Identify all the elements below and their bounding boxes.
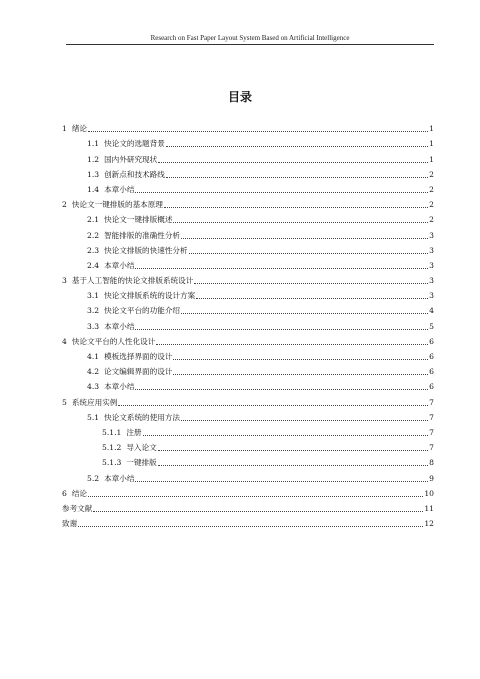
toc-entry-number: 5.2: [87, 473, 100, 483]
toc-entry-page-number: 2: [429, 169, 434, 179]
toc-leader-dots: [135, 329, 428, 330]
toc-entry[interactable]: [62, 210, 434, 225]
toc-entry-number: 5.1.1: [102, 427, 122, 437]
toc-leader-dots: [196, 298, 428, 299]
toc-entry[interactable]: [62, 332, 434, 347]
toc-entry-label: 快论文的选题背景: [104, 139, 165, 149]
toc-entry-number: 2.3: [87, 245, 100, 255]
toc-entry-number: 6: [62, 488, 67, 498]
toc-entry-label: 本章小结: [104, 184, 135, 194]
toc-entry[interactable]: [62, 286, 434, 301]
toc-leader-dots: [158, 465, 428, 466]
toc-entry[interactable]: [62, 241, 434, 256]
toc-entry-label: 快论文平台的功能介绍: [104, 306, 181, 316]
toc-leader-dots: [181, 420, 428, 421]
toc-entry-page-number: 3: [429, 276, 434, 286]
toc-entry-number: 2.2: [87, 230, 100, 240]
toc-entry-page-number: 6: [429, 367, 434, 377]
toc-entry-page-number: 1: [429, 124, 434, 134]
running-header: Research on Fast Paper Layout System Based on Artificial Intelligence: [150, 34, 350, 42]
toc-entry-number: 2: [62, 200, 67, 210]
toc-leader-dots: [173, 374, 428, 375]
toc-leader-dots: [189, 253, 429, 254]
toc-leader-dots: [143, 435, 429, 436]
toc-entry-number: 4.1: [87, 352, 100, 361]
toc-leader-dots: [135, 268, 428, 269]
toc-entry-label: 快论文排版系统的设计方案: [104, 291, 196, 301]
toc-entry[interactable]: [62, 423, 434, 438]
toc-entry-label: 快论文系统的使用方法: [104, 412, 181, 422]
toc-entry[interactable]: [62, 271, 434, 286]
toc-entry[interactable]: [62, 347, 434, 362]
toc-entry[interactable]: [62, 514, 434, 529]
toc-leader-dots: [181, 238, 428, 239]
toc-entry-number: 1.4: [87, 184, 100, 194]
toc-entry-number: 3.2: [87, 306, 100, 316]
toc-entry-number: 2.1: [87, 215, 100, 225]
toc-leader-dots: [78, 526, 423, 527]
toc-entry-number: 1.3: [87, 169, 100, 179]
toc-leader-dots: [158, 450, 428, 451]
toc-entry-label: 注册: [126, 427, 142, 437]
toc-entry-label: 绪论: [71, 124, 88, 134]
toc-entry[interactable]: [62, 301, 434, 316]
toc-entry[interactable]: [62, 377, 434, 392]
toc-leader-dots: [88, 496, 423, 497]
toc-leader-dots: [158, 162, 428, 163]
toc-entry-number: 3.3: [87, 321, 100, 331]
toc-entry[interactable]: [62, 119, 434, 134]
toc-entry-label: 本章小结: [104, 321, 135, 331]
toc-entry[interactable]: [62, 225, 434, 240]
toc-entry[interactable]: [62, 149, 434, 164]
toc-leader-dots: [156, 344, 428, 345]
toc-entry-number: 4.2: [87, 367, 100, 377]
toc-leader-dots: [135, 192, 428, 193]
toc-entry-page-number: 9: [429, 473, 434, 483]
toc-entry-page-number: 3: [429, 245, 434, 255]
toc-entry-page-number: 8: [429, 458, 434, 468]
toc-entry[interactable]: [62, 484, 434, 499]
toc-entry-number: 5.1.2: [102, 443, 122, 453]
toc-leader-dots: [118, 405, 428, 406]
toc-entry[interactable]: [62, 453, 434, 468]
toc-entry-label: 快论文排版的快速性分析: [104, 245, 188, 255]
toc-entry-page-number: 12: [424, 519, 434, 529]
toc-entry-page-number: 2: [429, 184, 434, 194]
toc-leader-dots: [166, 177, 428, 178]
toc-entry-page-number: 3: [429, 260, 434, 270]
toc-entry-label: 模板选择界面的设计: [104, 352, 173, 361]
toc-entry-label: 论文编辑界面的设计: [104, 367, 173, 377]
toc-entry-label: 系统应用实例: [71, 397, 118, 407]
toc-entry-label: 致谢: [62, 519, 78, 529]
toc-entry-label: 本章小结: [104, 260, 135, 270]
toc-entry-page-number: 2: [429, 200, 434, 210]
toc-entry-page-number: 3: [429, 230, 434, 240]
toc-entry[interactable]: [62, 362, 434, 377]
toc-entry[interactable]: [62, 316, 434, 331]
toc-entry-number: 4: [62, 336, 67, 346]
toc-entry-page-number: 7: [429, 443, 434, 453]
toc-leader-dots: [173, 222, 428, 223]
toc-entry[interactable]: [62, 180, 434, 195]
toc-entry[interactable]: [62, 499, 434, 514]
toc-entry-label: 基于人工智能的快论文排版系统设计: [71, 276, 194, 286]
toc-entry[interactable]: [62, 392, 434, 407]
toc-entry-number: 5.1.3: [102, 458, 122, 468]
toc-entry-page-number: 10: [424, 488, 434, 498]
toc-entry-number: 3: [62, 276, 67, 286]
toc-entry[interactable]: [62, 408, 434, 423]
toc-leader-dots: [181, 313, 428, 314]
toc-leader-dots: [88, 131, 428, 132]
toc-entry[interactable]: [62, 165, 434, 180]
toc-entry-label: 结论: [71, 488, 88, 498]
toc-entry-label: 创新点和技术路线: [104, 169, 165, 179]
toc-entry-page-number: 7: [429, 397, 434, 407]
toc-leader-dots: [135, 481, 428, 482]
toc-entry-number: 4.3: [87, 382, 100, 392]
toc-entry-number: 1.2: [87, 154, 100, 164]
toc-entry-label: 参考文献: [62, 503, 93, 513]
toc-leader-dots: [166, 146, 428, 147]
toc-entry-label: 本章小结: [104, 382, 135, 392]
toc-entry-page-number: 11: [424, 503, 434, 513]
toc-entry-page-number: 1: [429, 139, 434, 149]
toc-entry-page-number: 6: [429, 382, 434, 392]
toc-entry-label: 快论文一键排版概述: [104, 215, 173, 225]
toc-entry-page-number: 3: [429, 291, 434, 301]
toc-entry-label: 一键排版: [126, 458, 157, 468]
toc-entry-number: 1: [62, 124, 67, 134]
toc-entry[interactable]: [62, 256, 434, 271]
toc-entry-label: 快论文平台的人性化设计: [71, 336, 156, 346]
toc-leader-dots: [194, 283, 428, 284]
header-rule: [66, 44, 434, 45]
toc-leader-dots: [135, 389, 428, 390]
toc-entry-number: 2.4: [87, 260, 100, 270]
toc-entry-page-number: 6: [429, 352, 434, 361]
toc-entry-label: 快论文一键排版的基本原理: [71, 200, 163, 210]
toc-entry[interactable]: [62, 134, 434, 149]
toc-entry-label: 导入论文: [126, 443, 157, 453]
toc-leader-dots: [173, 359, 428, 360]
table-of-contents: [62, 119, 434, 529]
toc-leader-dots: [93, 511, 423, 512]
toc-entry-number: 1.1: [87, 139, 100, 149]
toc-entry[interactable]: [62, 438, 434, 453]
toc-entry-page-number: 4: [429, 306, 434, 316]
toc-entry-page-number: 6: [429, 336, 434, 346]
toc-entry-page-number: 7: [429, 412, 434, 422]
toc-entry[interactable]: [62, 468, 434, 483]
toc-entry-page-number: 1: [429, 154, 434, 164]
toc-leader-dots: [164, 207, 428, 208]
toc-entry-label: 国内外研究现状: [104, 154, 158, 164]
toc-entry-label: 智能排版的准确性分析: [104, 230, 181, 240]
toc-entry-page-number: 7: [429, 427, 434, 437]
toc-title: 目录: [227, 90, 252, 104]
toc-entry-page-number: 2: [429, 215, 434, 225]
toc-entry-number: 5: [62, 397, 67, 407]
toc-entry[interactable]: [62, 195, 434, 210]
toc-entry-label: 本章小结: [104, 473, 135, 483]
toc-entry-number: 3.1: [87, 291, 100, 301]
toc-entry-number: 5.1: [87, 412, 100, 422]
toc-entry-page-number: 5: [429, 321, 434, 331]
